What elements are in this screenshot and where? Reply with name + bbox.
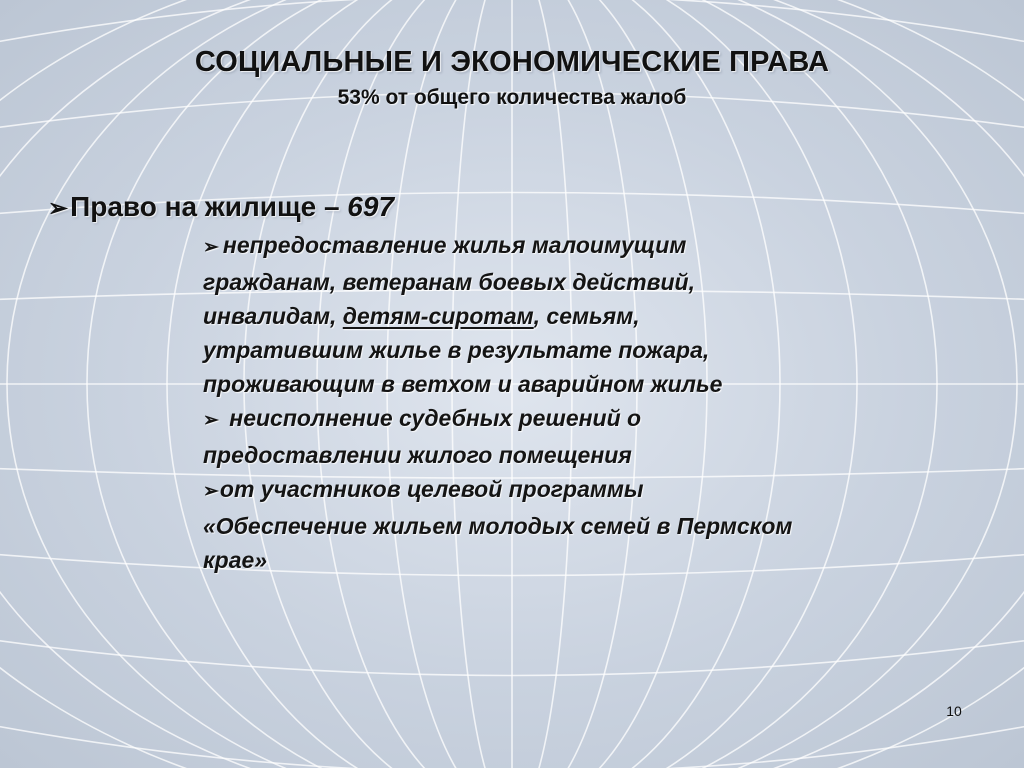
list-item-text: неисполнение судебных решений о — [222, 405, 642, 431]
list-item-text: от участников целевой программы — [219, 476, 644, 502]
list-item-line — [203, 401, 963, 438]
arrow-bullet-icon: ➢ — [203, 237, 219, 258]
list-item-line — [203, 228, 963, 265]
list-item-line — [203, 472, 963, 509]
list-item-text: непредоставление жилья малоимущим — [222, 232, 687, 258]
main-bullet-label: Право на жилище – — [70, 191, 348, 222]
list-item-line — [203, 509, 963, 543]
list-item-line — [203, 438, 963, 472]
list-item-text: , семьям, — [533, 303, 640, 329]
arrow-bullet-icon: ➢ — [203, 481, 219, 502]
list-item-line — [203, 299, 963, 333]
list-item-text: крае» — [203, 547, 268, 573]
list-item-text: проживающим в ветхом и аварийном жилье — [203, 371, 723, 397]
page-number: 10 — [946, 703, 962, 719]
list-item-line — [203, 333, 963, 367]
slide-subtitle: 53% от общего количества жалоб — [337, 86, 687, 109]
underlined-text: детям-сиротам — [342, 303, 534, 329]
sub-bullet-list — [203, 228, 963, 577]
list-item-text: предоставлении жилого помещения — [203, 442, 632, 468]
list-item-text: «Обеспечение жильем молодых семей в Пермском — [203, 513, 793, 539]
slide-title: СОЦИАЛЬНЫЕ И ЭКОНОМИЧЕСКИЕ ПРАВА — [194, 46, 830, 78]
arrow-bullet-icon: ➢ — [203, 410, 219, 431]
arrow-bullet-icon: ➢ — [48, 195, 69, 222]
list-item-text: инвалидам, — [203, 303, 343, 329]
list-item-line — [203, 265, 963, 299]
list-item-text: гражданам, ветеранам боевых действий, — [203, 269, 695, 295]
list-item-line — [203, 543, 963, 577]
list-item-line — [203, 367, 963, 401]
main-bullet-count: 697 — [347, 191, 395, 222]
list-item-text: утратившим жилье в результате пожара, — [203, 337, 710, 363]
main-bullet — [48, 191, 394, 223]
